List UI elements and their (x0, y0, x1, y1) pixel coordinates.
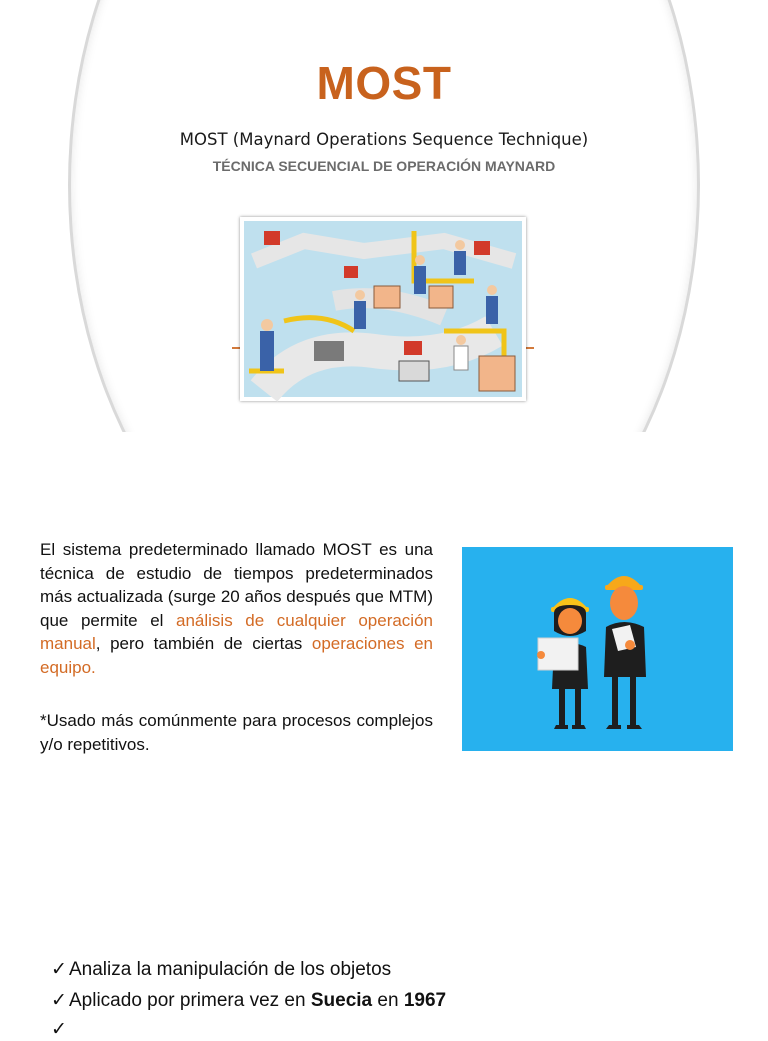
highlight-team-operations: operaciones en equipo. (40, 634, 433, 677)
feature-country: Suecia (310, 990, 373, 1011)
check-icon: ✓ (51, 990, 67, 1011)
feature-bullet (51, 1018, 69, 1041)
slide-title (0, 0, 768, 432)
accent-line-left (232, 347, 240, 349)
check-icon: ✓ (51, 1019, 67, 1040)
factory-illustration (240, 217, 526, 401)
feature-bullet (51, 958, 391, 981)
feature-text: Analiza la manipulación de los objetos (69, 959, 392, 980)
workers-illustration (462, 547, 733, 751)
description-paragraph (40, 538, 433, 679)
factory-image (244, 221, 522, 397)
slide-description (0, 432, 768, 936)
feature-bullet (51, 989, 446, 1012)
highlight-manual-operation: análisis de cualquier operación manual (40, 610, 433, 653)
feature-year: 1967 (403, 990, 447, 1011)
usage-note: *Usado más comúnmente para procesos complejos y/o repetitivos. (40, 711, 433, 754)
subtitle: MOST (Maynard Operations Sequence Technique) (179, 130, 589, 149)
slide-features (0, 936, 768, 1040)
subtitle-spanish: TÉCNICA SECUENCIAL DE OPERACIÓN MAYNARD (212, 158, 556, 174)
accent-line-right (526, 347, 534, 349)
feature-text-mid: en (372, 990, 404, 1011)
description-text-1: El sistema predeterminado llamado MOST es una técnica de estudio de tiempos predeterminados más actualizada (surge 20 años después que MTM) que permite el (40, 540, 433, 630)
page-title: MOST (316, 57, 452, 109)
workers-image (462, 547, 733, 751)
check-icon: ✓ (51, 959, 67, 980)
description-text-2: , pero también de ciertas (95, 634, 312, 653)
feature-text: Aplicado por primera vez en (69, 990, 311, 1011)
